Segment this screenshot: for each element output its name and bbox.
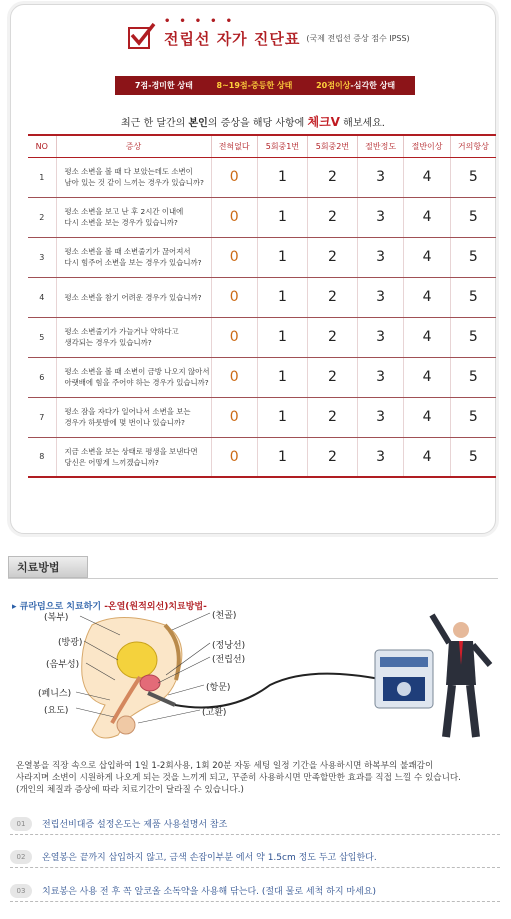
note-item — [10, 846, 500, 868]
score-option[interactable]: 2 — [307, 317, 357, 357]
label-pubis: (음부성) — [46, 660, 80, 670]
symptom-question — [56, 197, 211, 237]
score-option[interactable]: 0 — [211, 397, 257, 437]
score-option[interactable]: 3 — [357, 237, 403, 277]
treatment-description — [16, 760, 498, 796]
label-anus: (항문) — [206, 683, 231, 693]
section-title: 치료방법 — [17, 561, 60, 574]
check-icon — [128, 27, 150, 49]
column-header: 증상 — [56, 135, 211, 157]
table-row — [28, 317, 496, 357]
score-option[interactable]: 3 — [357, 437, 403, 477]
score-option[interactable]: 0 — [211, 157, 257, 197]
title-label: 전립선 자가 진단표 — [164, 29, 301, 48]
legend-severe — [316, 80, 395, 91]
score-option[interactable]: 1 — [257, 197, 307, 237]
row-number: 6 — [28, 357, 56, 397]
score-option[interactable]: 2 — [307, 437, 357, 477]
score-option[interactable]: 0 — [211, 277, 257, 317]
score-option[interactable]: 1 — [257, 357, 307, 397]
question-line: 아랫배에 힘을 주어야 하는 경우가 있습니까? — [64, 378, 209, 387]
score-option[interactable]: 1 — [257, 317, 307, 357]
score-legend — [115, 76, 415, 95]
treatment-diagram — [0, 605, 511, 745]
note-number: 01 — [10, 817, 32, 831]
question-line: 평소 소변을 볼 때 다 보았는데도 소변이 — [64, 167, 193, 176]
column-header: 절반이상 — [404, 135, 450, 157]
instruction-part2: 의 증상을 해당 사항에 — [207, 118, 308, 129]
score-option[interactable]: 4 — [404, 157, 450, 197]
score-option[interactable]: 1 — [257, 437, 307, 477]
section-header — [8, 556, 88, 578]
table-row — [28, 277, 496, 317]
column-header: 거의항상 — [450, 135, 496, 157]
score-option[interactable]: 0 — [211, 317, 257, 357]
row-number: 8 — [28, 437, 56, 477]
note-number: 02 — [10, 850, 32, 864]
symptom-table — [28, 134, 496, 478]
score-option[interactable]: 0 — [211, 197, 257, 237]
legend-severe-rest: -심각한 상태 — [350, 81, 396, 90]
label-testicle: (고환) — [202, 708, 227, 718]
diagnosis-card — [10, 4, 496, 534]
score-option[interactable]: 3 — [357, 397, 403, 437]
question-line: 평소 잠을 자다가 일어나서 소변을 보는 — [64, 407, 191, 416]
instruction-part1: 최근 한 달간의 — [121, 118, 189, 129]
symptom-question — [56, 357, 211, 397]
column-header: NO — [28, 135, 56, 157]
question-line: 당신은 어떻게 느끼겠습니까? — [64, 457, 159, 467]
method-prefix: 큐라덤으로 치료하기 — [19, 602, 105, 612]
table-row — [28, 157, 496, 197]
label-prostate: (전립선) — [212, 655, 246, 665]
score-option[interactable]: 2 — [307, 197, 357, 237]
score-option[interactable]: 3 — [357, 317, 403, 357]
table-header-row — [28, 135, 496, 157]
score-option[interactable]: 1 — [257, 157, 307, 197]
table-row — [28, 397, 496, 437]
column-header: 절반정도 — [357, 135, 403, 157]
table-body — [28, 157, 496, 477]
score-option[interactable]: 2 — [307, 237, 357, 277]
row-number: 7 — [28, 397, 56, 437]
table-row — [28, 437, 496, 477]
question-line: 평소 소변을 참기 어려운 경우가 있습니까? — [64, 292, 202, 302]
question-line: 평소 소변을 볼 때 소변줄기가 끊어져서 — [64, 247, 191, 256]
decor-dots: ••••• — [164, 15, 241, 27]
score-option[interactable]: 2 — [307, 277, 357, 317]
instruction — [11, 113, 495, 130]
page-title — [164, 15, 301, 49]
anatomy-illustration — [0, 605, 511, 745]
score-option[interactable]: 1 — [257, 277, 307, 317]
column-header: 전혀없다 — [211, 135, 257, 157]
note-number: 03 — [10, 884, 32, 898]
description-line1: 온열봉을 직장 속으로 삽입하여 1일 1-2회사용, 1회 20분 자동 세팅 일정 기간을 사용하시면 하복부의 불쾌감이 — [16, 761, 434, 771]
score-option[interactable]: 1 — [257, 397, 307, 437]
row-number: 3 — [28, 237, 56, 277]
score-option[interactable]: 4 — [404, 237, 450, 277]
legend-severe-highlight: 20점이상 — [316, 81, 351, 90]
section-divider — [8, 578, 498, 579]
question-line: 남아 있는 것 같이 느끼는 경우가 있습니까? — [64, 178, 204, 187]
question-line: 평소 소변을 볼 때 소변이 금방 나오지 않아서 — [64, 367, 210, 376]
table-row — [28, 357, 496, 397]
score-option[interactable]: 5 — [450, 397, 496, 437]
score-option[interactable]: 0 — [211, 237, 257, 277]
question-line: 지금 소변을 보는 상태로 평생을 보낸다면 — [64, 446, 198, 456]
instruction-check: 체크V — [307, 115, 340, 129]
score-option[interactable]: 2 — [307, 157, 357, 197]
row-number: 5 — [28, 317, 56, 357]
score-option[interactable]: 3 — [357, 277, 403, 317]
score-option[interactable]: 5 — [450, 157, 496, 197]
method-name: -온열(원적외선)치료방법- — [104, 602, 207, 612]
score-option[interactable]: 5 — [450, 357, 496, 397]
symptom-question — [56, 237, 211, 277]
symptom-question — [56, 437, 211, 477]
question-line: 다시 소변을 보는 경우가 있습니까? — [64, 218, 178, 227]
label-seminal-vesicle: (정낭선) — [212, 641, 246, 651]
column-header: 5회중2번 — [307, 135, 357, 157]
question-line: 경우가 하룻밤에 몇 번이나 있습니까? — [64, 418, 185, 427]
row-number: 4 — [28, 277, 56, 317]
question-line: 평소 소변줄기가 가늘거나 약하다고 — [64, 327, 179, 336]
score-option[interactable]: 5 — [450, 237, 496, 277]
label-bladder: (방광) — [58, 638, 83, 648]
page-subtitle: (국제 전립선 증상 점수 IPSS) — [306, 33, 410, 43]
score-option[interactable]: 4 — [404, 277, 450, 317]
question-line: 다시 힘주어 소변을 보는 경우가 있습니까? — [64, 258, 202, 267]
score-option[interactable]: 4 — [404, 317, 450, 357]
score-option[interactable]: 3 — [357, 357, 403, 397]
label-abdomen: (복부) — [44, 613, 69, 623]
instruction-part3: 해보세요. — [339, 118, 385, 129]
row-number: 1 — [28, 157, 56, 197]
instruction-bold: 본인 — [188, 118, 208, 129]
note-item — [10, 813, 500, 835]
arrow-icon: ▸ — [12, 602, 17, 612]
symptom-question — [56, 157, 211, 197]
score-option[interactable]: 1 — [257, 237, 307, 277]
score-option[interactable]: 4 — [404, 397, 450, 437]
description-line2: 사라지며 소변이 시원하게 나오게 되는 것을 느끼게 되고, 꾸준히 사용하시면 만족할만한 효과를 직접 느낄 수 있습니다. — [16, 773, 461, 783]
note-item — [10, 880, 500, 902]
row-number: 2 — [28, 197, 56, 237]
score-option[interactable]: 3 — [357, 157, 403, 197]
column-header: 5회중1번 — [257, 135, 307, 157]
title-row — [128, 15, 410, 49]
score-option[interactable]: 5 — [450, 317, 496, 357]
label-sacrum: (천골) — [212, 611, 237, 621]
legend-moderate: 8~19점-중등한 상태 — [216, 81, 293, 90]
note-text: 온열봉은 끝까지 삽입하지 않고, 금색 손잡이부분 에서 약 1.5cm 정도 두고 삽입한다. — [42, 853, 377, 863]
score-option[interactable]: 3 — [357, 197, 403, 237]
score-option[interactable]: 4 — [404, 197, 450, 237]
score-option[interactable]: 0 — [211, 357, 257, 397]
symptom-question — [56, 277, 211, 317]
score-option[interactable]: 5 — [450, 197, 496, 237]
legend-mild: 7점-경미한 상태 — [134, 81, 193, 90]
label-penis: (페니스) — [38, 689, 72, 699]
symptom-question — [56, 397, 211, 437]
score-option[interactable]: 4 — [404, 437, 450, 477]
score-option[interactable]: 2 — [307, 397, 357, 437]
question-line: 생각되는 경우가 있습니까? — [64, 338, 152, 347]
table-row — [28, 237, 496, 277]
score-option[interactable]: 2 — [307, 357, 357, 397]
note-text: 전립선비대증 설정온도는 제품 사용설명서 참조 — [42, 820, 228, 830]
symptom-question — [56, 317, 211, 357]
score-option[interactable]: 4 — [404, 357, 450, 397]
table-row — [28, 197, 496, 237]
score-option[interactable]: 5 — [450, 277, 496, 317]
description-line3: (개인의 체질과 증상에 따라 치료기간이 달라질 수 있습니다.) — [16, 785, 244, 795]
note-text: 치료봉은 사용 전 후 꼭 알코올 소독약을 사용해 닦는다. (절대 물로 세척 하지 마세요) — [42, 887, 376, 897]
score-option[interactable]: 0 — [211, 437, 257, 477]
score-option[interactable]: 5 — [450, 437, 496, 477]
label-urethra: (요도) — [44, 706, 69, 716]
question-line: 평소 소변을 보고 난 후 2시간 이내에 — [64, 207, 184, 216]
